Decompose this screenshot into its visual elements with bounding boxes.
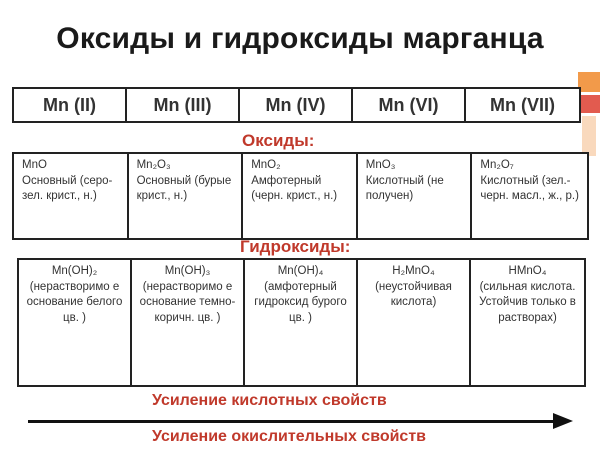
hydroxide-cell — [132, 260, 245, 385]
oxide-cell — [129, 154, 244, 238]
hydroxide-cell — [245, 260, 358, 385]
hydroxide-formula: H₂MnO₄ — [392, 265, 435, 277]
oxidation-states-table — [12, 87, 581, 123]
oxide-description: Амфотерный (черн. крист., н.) — [251, 174, 338, 202]
oxidizing-property-label: Усиление окислительных свойств — [152, 428, 426, 445]
oxide-formula: MnO — [22, 159, 47, 171]
oxide-cell — [358, 154, 473, 238]
oxide-description: Кислотный (не получен) — [365, 174, 444, 202]
state-cell: Mn (VII) — [490, 94, 555, 115]
hydroxides-heading: Гидроксиды: — [240, 237, 351, 256]
hydroxide-description: (неустойчивая кислота) — [375, 280, 452, 308]
hydroxide-formula: Mn(OH)₂ — [51, 265, 98, 277]
oxide-description: Основный (серо-зел. крист., н.) — [22, 174, 113, 202]
hydroxides-table — [17, 258, 586, 387]
hydroxide-formula: Mn(OH)₄ — [277, 265, 324, 277]
hydroxide-formula: Mn(OH)₃ — [164, 265, 211, 277]
deco-bar-light — [582, 116, 596, 156]
hydroxide-description: (амфотерный гидроксид бурого цв. ) — [254, 280, 347, 324]
hydroxide-description: (нерастворимо е основание белого цв. ) — [26, 280, 123, 324]
oxide-formula: MnO₃ — [365, 159, 396, 171]
hydroxide-description: (нерастворимо е основание темно-коричн. цв. ) — [139, 280, 236, 324]
deco-bar-red — [578, 95, 600, 113]
hydroxide-cell — [471, 260, 584, 385]
acid-property-label: Усиление кислотных свойств — [152, 392, 387, 409]
state-cell: Mn (II) — [14, 89, 127, 121]
trend-arrow-line — [28, 420, 556, 423]
oxide-formula: MnO₂ — [251, 159, 281, 171]
oxide-cell — [472, 154, 587, 238]
oxides-table — [12, 152, 589, 240]
state-cell: Mn (IV) — [240, 89, 353, 121]
oxides-heading: Оксиды: — [242, 131, 315, 150]
state-cell: Mn (III) — [127, 89, 240, 121]
deco-bar-orange — [578, 72, 600, 92]
oxide-description: Кислотный (зел.-черн. масл., ж., р.) — [480, 174, 579, 202]
oxide-formula: Mn₂O₇ — [480, 159, 514, 171]
hydroxide-formula: HMnO₄ — [508, 265, 547, 277]
oxide-formula: Mn₂O₃ — [136, 159, 171, 171]
hydroxide-description: (сильная кислота. Устойчив только в растворах) — [479, 280, 576, 324]
hydroxide-cell — [19, 260, 132, 385]
oxide-cell — [14, 154, 129, 238]
page-title: Оксиды и гидроксиды марганца — [56, 22, 544, 55]
state-cell: Mn (VI) — [353, 89, 466, 121]
oxide-description: Основный (бурые крист., н.) — [136, 174, 232, 202]
oxide-cell — [243, 154, 358, 238]
hydroxide-cell — [358, 260, 471, 385]
arrow-right-icon — [553, 413, 573, 429]
